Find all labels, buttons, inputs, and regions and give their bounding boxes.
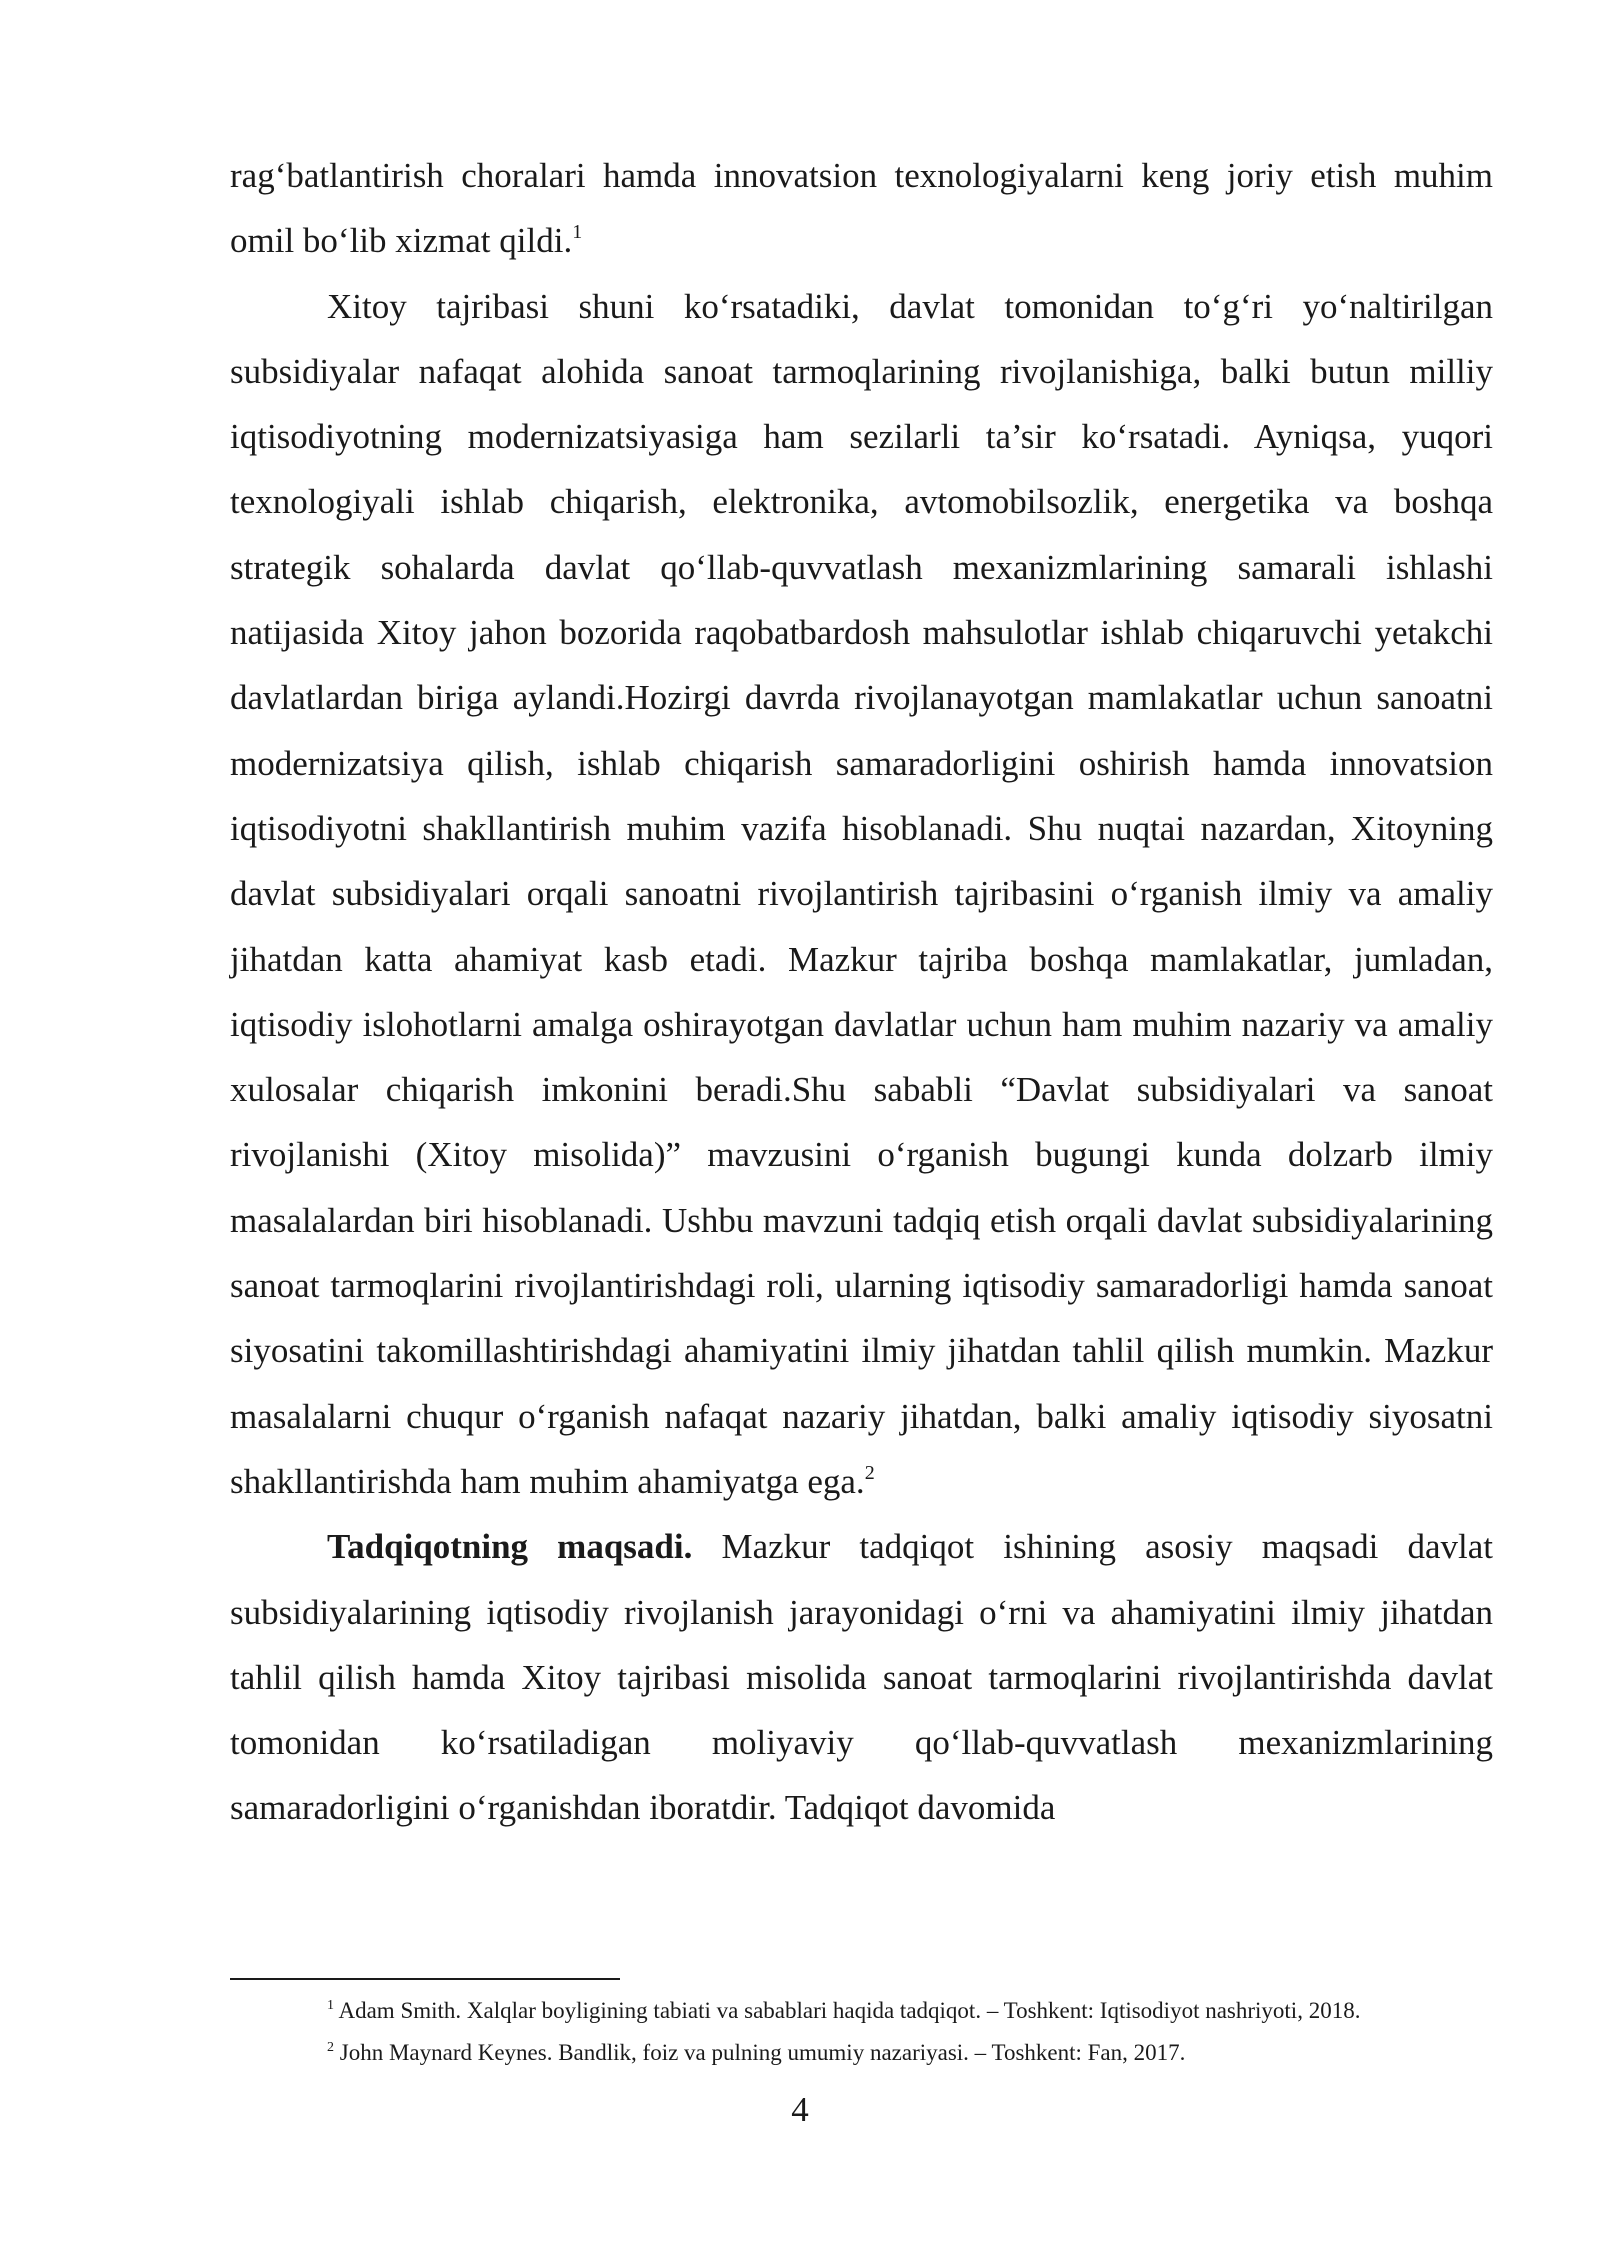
footnote-number: 1 [327,1998,334,2013]
paragraph-research-goal [230,1514,1493,1840]
footnote-reference[interactable]: 2 [864,1461,875,1484]
footnote-text: Adam Smith. Xalqlar boyligining tabiati va sabablari haqida tadqiqot. – Toshkent: Iqtisodiyot nashriyoti, 2018. [334,1998,1361,2023]
footnote-reference[interactable]: 1 [572,221,583,244]
page-number: 4 [791,2090,809,2129]
footnote-1 [230,1990,1493,2032]
section-heading: Tadqiqotning maqsadi. [327,1527,693,1567]
paragraph-text: rag‘batlantirish choralari hamda innovatsion texnologiyalarni keng joriy etish muhim omil bo‘lib xizmat qildi. [230,156,1493,261]
footnote-separator [230,1978,620,1980]
footnote-2 [230,2032,1493,2074]
document-body [230,143,1493,1841]
footnote-text: John Maynard Keynes. Bandlik, foiz va pulning umumiy nazariyasi. – Toshkent: Fan, 2017. [334,2040,1186,2065]
footnote-number: 2 [327,2040,334,2055]
paragraph-continuation [230,143,1493,274]
footnotes-section [230,1978,1493,2074]
paragraph-text: Mazkur tadqiqot ishining asosiy maqsadi davlat subsidiyalarining iqtisodiy rivojlanish jarayonidagi o‘rni va ahamiyatini ilmiy jihatdan tahlil qilish hamda Xitoy tajribasi misolida sanoat tarmoqlarini rivojlantirishda davlat tomonidan ko‘rsatiladigan moliyaviy qo‘llab-quvvatlash mexanizmlarining samaradorligini o‘rganishdan iboratdir. Tadqiqot davomida [230,1527,1493,1828]
paragraph-chinese-experience [230,274,1493,1515]
paragraph-text: Xitoy tajribasi shuni ko‘rsatadiki, davlat tomonidan to‘g‘ri yo‘naltirilgan subsidiyalar nafaqat alohida sanoat tarmoqlarining rivojlanishiga, balki butun milliy iqtisodiyotning modernizatsiyasiga ham sezilarli ta’sir ko‘rsatadi. Ayniqsa, yuqori texnologiyali ishlab chiqarish, elektronika, avtomobilsozlik, energetika va boshqa strategik sohalarda davlat qo‘llab-quvvatlash mexanizmlarining samarali ishlashi natijasida Xitoy jahon bozorida raqobatbardosh mahsulotlar ishlab chiqaruvchi yetakchi davlatlardan biriga aylandi.Hozirgi davrda rivojlanayotgan mamlakatlar uchun sanoatni modernizatsiya qilish, ishlab chiqarish samaradorligini oshirish hamda innovatsion iqtisodiyotni shakllantirish muhim vazifa hisoblanadi. Shu nuqtai nazardan, Xitoyning davlat subsidiyalari orqali sanoatni rivojlantirish tajribasini o‘rganish ilmiy va amaliy jihatdan katta ahamiyat kasb etadi. Mazkur tajriba boshqa mamlakatlar, jumladan, iqtisodiy islohotlarni amalga oshirayotgan davlatlar uchun ham muhim nazariy va amaliy xulosalar chiqarish imkonini beradi.Shu sababli “Davlat subsidiyalari va sanoat rivojlanishi (Xitoy misolida)” mavzusini o‘rganish bugungi kunda dolzarb ilmiy masalalardan biri hisoblanadi. Ushbu mavzuni tadqiq etish orqali davlat subsidiyalarining sanoat tarmoqlarini rivojlantirishdagi roli, ularning iqtisodiy samaradorligi hamda sanoat siyosatini takomillashtirishdagi ahamiyatini ilmiy jihatdan tahlil qilish mumkin. Mazkur masalalarni chuqur o‘rganish nafaqat nazariy jihatdan, balki amaliy iqtisodiy siyosatni shakllantirishda ham muhim ahamiyatga ega. [230,286,1493,1501]
